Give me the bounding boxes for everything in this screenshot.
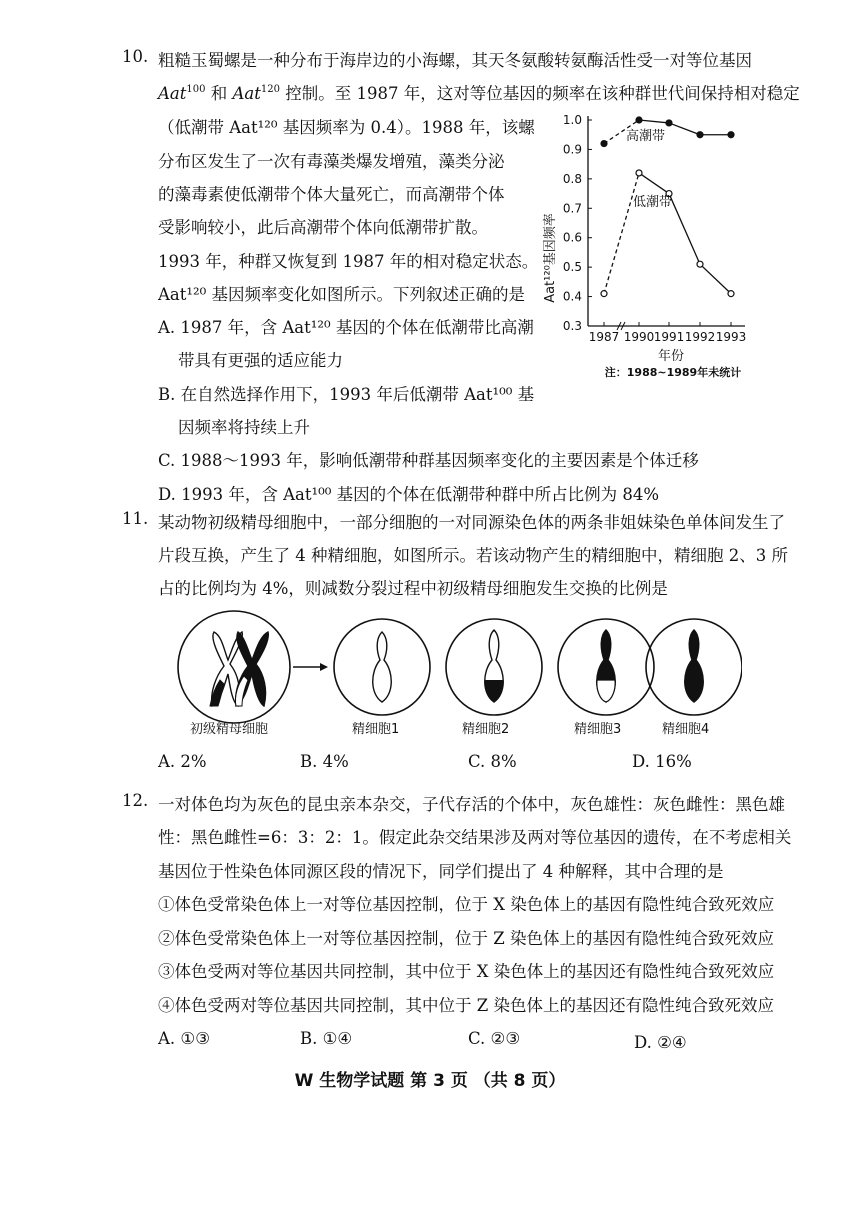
q12-option-c[interactable]: C. ②③ [468, 1029, 521, 1048]
chart-note: 注：1988~1989年未统计 [604, 366, 742, 378]
data-point [601, 291, 607, 297]
page-footer: W 生物学试题 第 3 页 （共 8 页） [294, 1071, 566, 1091]
q12-explanation-1: ①体色受常染色体上一对等位基因控制，位于 X 染色体上的基因有隐性纯合致死效应 [158, 895, 775, 914]
q12-line1: 一对体色均为灰色的昆虫亲本杂交，子代存活的个体中，灰色雄性：灰色雌性：黑色雄 [158, 795, 785, 814]
y-tick-label: 0.6 [562, 230, 582, 245]
sperm-cell-3 [558, 619, 654, 715]
q11-option-b[interactable]: B. 4% [300, 752, 349, 771]
series-line-segment [700, 264, 731, 293]
data-point [636, 170, 642, 176]
series-line-segment [669, 194, 700, 265]
text-and: 和 [205, 84, 233, 103]
q10-line4: 分布区发生了一次有毒藻类爆发增殖，藻类分泌 [158, 152, 505, 171]
x-tick-label: 1990 [623, 330, 655, 344]
text-control: 控制。至 1987 年，这对等位基因的频率在该种群世代间保持相对稳定 [279, 84, 800, 103]
data-point [697, 261, 703, 267]
series-label-low: 低潮带 [633, 195, 673, 210]
y-tick-label: 0.7 [562, 201, 582, 216]
gene-frequency-chart [540, 108, 780, 378]
q12-explanation-4: ④体色受两对等位基因共同控制，其中位于 Z 染色体上的基因还有隐性纯合致死效应 [158, 996, 774, 1015]
q11-option-c[interactable]: C. 8% [468, 752, 517, 771]
q12-option-a[interactable]: A. ①③ [158, 1029, 210, 1048]
q12-number: 12. [122, 791, 149, 810]
sperm-cell-4 [646, 619, 742, 715]
data-point [728, 132, 734, 138]
cell-label-primary: 初级精母细胞 [190, 722, 269, 737]
q10-option-a-line1[interactable]: A. 1987 年，含 Aat¹²⁰ 基因的个体在低潮带比高潮 [158, 318, 534, 337]
series-line-segment [604, 173, 639, 294]
chart-axes [588, 116, 745, 330]
q10-option-a-line2: 带具有更强的适应能力 [178, 351, 343, 370]
q11-number: 11. [122, 509, 149, 528]
data-point [697, 132, 703, 138]
q12-explanation-2: ②体色受常染色体上一对等位基因控制，位于 Z 染色体上的基因有隐性纯合致死效应 [158, 929, 774, 948]
data-point [728, 291, 734, 297]
q12-line2: 性：黑色雌性=6：3：2：1。假定此杂交结果涉及两对等位基因的遗传，在不考虑相关 [158, 828, 792, 847]
x-tick-label: 1987 [588, 330, 620, 344]
q10-line5: 的藻毒素使低潮带个体大量死亡，而高潮带个体 [158, 185, 505, 204]
x-tick-label: 1991 [653, 330, 685, 344]
chart-x-ticks [589, 322, 747, 344]
q11-line2: 片段互换，产生了 4 种精细胞，如图所示。若该动物产生的精细胞中，精细胞 2、3 所 [158, 546, 788, 565]
cell-label-sperm-4: 精细胞4 [662, 722, 710, 737]
x-tick-label: 1993 [715, 330, 747, 344]
q10-number: 10. [122, 47, 149, 66]
q10-option-b-line1[interactable]: B. 在自然选择作用下，1993 年后低潮带 Aat¹⁰⁰ 基 [158, 385, 535, 404]
x-tick-label: 1992 [684, 330, 716, 344]
sperm-cell-1 [334, 619, 430, 715]
series-label-high: 高潮带 [626, 129, 666, 144]
q11-line3: 占的比例均为 4%，则减数分裂过程中初级精母细胞发生交换的比例是 [158, 579, 668, 598]
data-point [636, 117, 642, 123]
y-tick-label: 0.9 [562, 142, 582, 157]
data-point [601, 141, 607, 147]
q10-line7: 1993 年，种群又恢复到 1987 年的相对稳定状态。 [158, 252, 539, 271]
x-axis-label: 年份 [657, 349, 685, 364]
y-tick-label: 1.0 [562, 113, 582, 127]
q11-option-d[interactable]: D. 16% [632, 752, 692, 771]
cell-label-sperm-3: 精细胞3 [574, 722, 622, 737]
q10-option-b-line2: 因频率将持续上升 [178, 418, 310, 437]
series-line-segment [639, 120, 669, 123]
q11-option-a[interactable]: A. 2% [158, 752, 207, 771]
y-axis-label: Aat¹²⁰基因频率 [543, 213, 558, 303]
q12-option-b[interactable]: B. ①④ [300, 1029, 353, 1048]
sperm-cell-2 [446, 619, 542, 715]
primary-spermatocyte-cell [178, 611, 290, 723]
series-line-segment [639, 173, 669, 194]
series-line-segment [669, 123, 700, 135]
q10-option-d[interactable]: D. 1993 年，含 Aat¹⁰⁰ 基因的个体在低潮带种群中所占比例为 84% [158, 485, 660, 504]
q11-line1: 某动物初级精母细胞中，一部分细胞的一对同源染色体的两条非姐妹染色单体间发生了 [158, 513, 785, 532]
q10-line2 [158, 80, 800, 104]
q10-line6: 受影响较小，此后高潮带个体向低潮带扩散。 [158, 218, 488, 237]
gene-aat: Aat [158, 84, 187, 103]
q12-option-d[interactable]: D. ②④ [634, 1033, 687, 1052]
cell-label-sperm-1: 精细胞1 [352, 722, 400, 737]
y-tick-label: 0.8 [562, 171, 582, 186]
arrow-icon [293, 663, 328, 671]
q10-option-c[interactable]: C. 1988～1993 年，影响低潮带种群基因频率变化的主要因素是个体迁移 [158, 451, 699, 470]
q12-line3: 基因位于性染色体同源区段的情况下，同学们提出了 4 种解释，其中合理的是 [158, 862, 724, 881]
cell-label-sperm-2: 精细胞2 [462, 722, 510, 737]
q10-line8: Aat¹²⁰ 基因频率变化如图所示。下列叙述正确的是 [158, 285, 525, 304]
y-tick-label: 0.3 [562, 319, 582, 333]
q10-line3: （低潮带 Aat¹²⁰ 基因频率为 0.4）。1988 年，该螺 [158, 118, 535, 137]
y-tick-label: 0.4 [562, 289, 582, 304]
y-tick-label: 0.5 [562, 260, 582, 275]
q10-line1: 粗糙玉蜀螺是一种分布于海岸边的小海螺，其天冬氨酸转氨酶活性受一对等位基因 [158, 51, 752, 70]
q12-explanation-3: ③体色受两对等位基因共同控制，其中位于 X 染色体上的基因还有隐性纯合致死效应 [158, 962, 775, 981]
sup-100: 100 [186, 84, 206, 95]
gene-aat: Aat [232, 84, 261, 103]
sup-120: 120 [260, 84, 280, 95]
data-point [666, 120, 672, 126]
